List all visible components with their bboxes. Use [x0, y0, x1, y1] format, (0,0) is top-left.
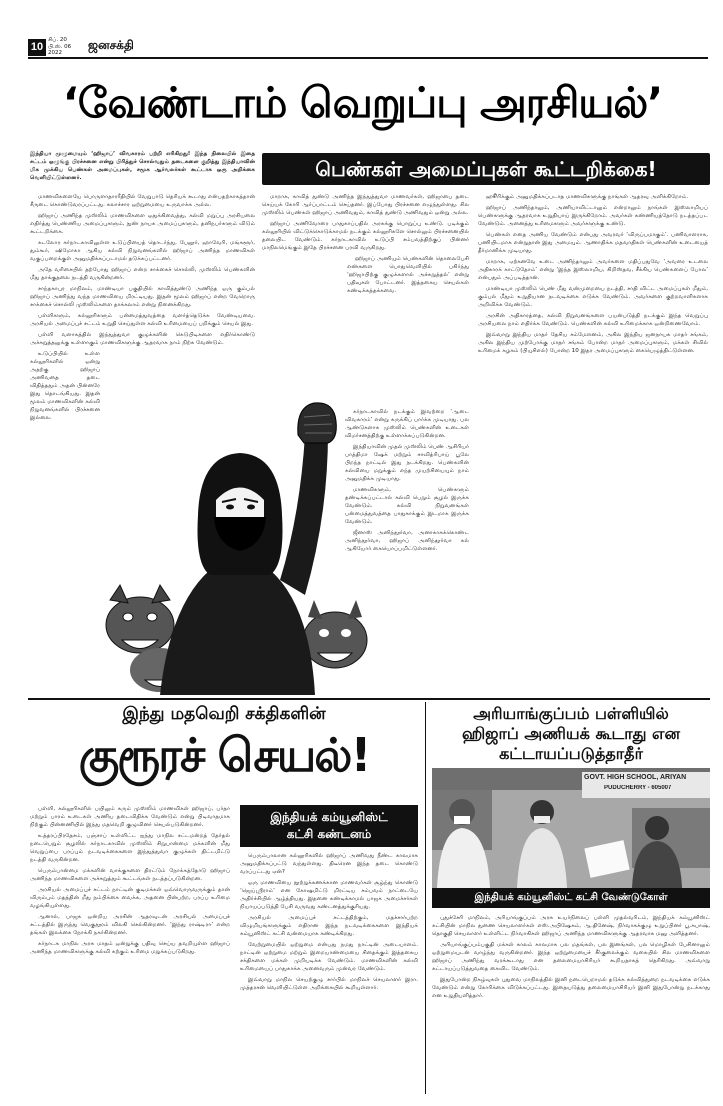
main-col3-para: அரசின் அதிகாரத்தை, கல்வி நிறுவனங்களை பயன்படுத்தி நடக்கும் இந்த வெறுப்பு அரசியலை நாம் எதிர்க்க வேண்டும். பெண்களின் கல்வி உரிமைக்காக ஒன்றிணைவோம்.	[478, 313, 708, 327]
main-col2-para: மாறாக, காவித் துண்டு அணிந்த இந்துத்துவா மாணவர்கள், ஹிஜாபை தடை செய்யக் கோரி ஆர்ப்பாட்டம் செய்தனர். இப்போது பிரச்சனை எழுந்துள்ளது. சில முஸ்லிம் பெண்கள் ஹிஜாப் அணிவதும், காவித் துண்டு அணிவதும் ஒன்று அல்ல.	[262, 194, 469, 216]
issue-date	[48, 37, 88, 57]
protest-illustration	[100, 395, 370, 695]
page-header	[28, 36, 708, 58]
date-line-3: 2022	[48, 50, 62, 56]
bottom-vertical-divider	[425, 702, 426, 1094]
main-col2-para: ஜீனாஸ் அனிந்தூர்வா, அனாகாசுக்கொண்ட அனிந்தூர்வா, ஹிஜாப் அனிந்தூர்வா கல் ஆகியோர் கையொப்பமிட்டுள்ளனர்.	[345, 530, 469, 552]
left-story-column-2	[240, 852, 418, 1095]
photo-sign-text: GOVT. HIGH SCHOOL, ARIYAN	[584, 774, 687, 781]
right-story-para: அரியாங்குப்பம்பகுதி மக்கள் காலம் காலமாக பல மதங்கள், பல இனங்கள், பல மொழிகள் பேசினாலும் ஒற்றுமையுடன் வாழ்ந்து வருகின்றனர். இந்த ஒற்றுமையைச் சீர்குலைக்கும் வகையில் சில மாணவிகளை ஹிஜாப் அணிந்து வரக்கூடாது என தலைமையாசிரியர் கூறியதாகத் தெரிகிறது. அவ்வாறு கட்டாயப்படுத்துவதை கைவிட வேண்டும்.	[432, 942, 710, 972]
main-column-2-lower	[345, 408, 469, 698]
school-photo	[432, 768, 710, 888]
left-col1-para: அரசியல் அமைப்புச் சட்டம் நாட்டின் குடிமக்கள் ஒவ்வொருவருக்கும் தான் விரும்பும் மதத்தின் மீது நம்பிக்கை வைக்க, அதனை பின்பற்ற, பரப்ப உரிமை வழங்கியுள்ளது.	[30, 887, 230, 909]
subheadline-banner: பெண்கள் அமைப்புகள் கூட்டறிக்கை!	[262, 153, 710, 185]
main-col3-para: மாறாக, ஏற்கனவே உடை அணிந்தாலும் அவர்களை மதிப்பதுவே ‘அவரை உடலை அதிகாரக் காட்டுதோம்’ என்று ‘இந்த இஸ்லாமிய, கிறிஸ்தவ, சீக்கிய பெண்களைப் போல’ என்பதும் அப்படித்தான்.	[478, 259, 708, 281]
left-col2-para: அரசியல் அமைப்புச் சட்டத்திற்கும், மதச்சார்பற்ற விழுமியங்களுக்கும் எதிரான இந்த நடவடிக்கைகளை இந்தியக் கம்யூனிஸ்ட் கட்சி வன்மையாக கண்டிக்கிறது.	[240, 915, 418, 937]
paper-name: ஜனசக்தி	[88, 38, 134, 52]
left-col2-para: ஒரு மாணவியை நூற்றுக்கணக்கான மாணவர்கள் சூழ்ந்து கொண்டு ‘ஜெய்ஸ்ரீராம்’ என கோஷமிட்டு மிரட்டிய சம்பவம் நாட்டையே அதிர்ச்சியில் ஆழ்த்தியது. இதனை கண்டிக்காமல் பாஜக அமைச்சர்கள் நியாயப்படுத்தி பேசி வருவது கண்டனத்துக்குரியது.	[240, 880, 418, 910]
date-line-1: சிப். 20	[48, 37, 67, 43]
main-col2-para: ஹிஜாப் அணியும் பெண்களின் தொலைபேசி எண்களை பொதுவெளியில் பகிர்ந்து ‘ஹிஜாபிற்கு குழுக்களால் அச்சுறுத்தல்’ என்று பதிவுகள் போட்டனர். இத்தகைய செயல்கள் கண்டிக்கத்தக்கவை.	[347, 256, 469, 294]
right-story-para: புதுச்சேரி மாநிலம், அரியாங்குப்பம் அரசு உயர்நிலைப் பள்ளி முதல்வரிடம், இந்தியக் கம்யூனிஸ்ட் கட்சியின் மாநில துணை செயலாளர்கள் எஸ்.அபிஷேகம், ஆ.தினேஷ், நிர்வாகக்குழு உறுப்பினர் பூ.சுபாஷ், தொகுதி செயலாளர் உள்ளிட்ட நிர்வாகிகள் ஹிஜாப் அணிந்த மாணவிகளுக்கு ஆதரவாக மனு அளித்தனர்.	[432, 915, 710, 937]
sub-banner-line-2: கட்சி கண்டனம்	[286, 827, 372, 841]
left-col2-para: வேற்றுமையில் ஒற்றுமை என்பது நமது நாட்டின் அடையாளம். நாட்டின் ஒற்றுமை மற்றும் இறையாண்மையை சிதைக்கும் இத்தகைய சக்திகளை மக்கள் முறியடிக்க வேண்டும். மாணவிகளின் கல்வி உரிமையைப் பாதுகாக்க அனைவரும் முன்வர வேண்டும்.	[240, 942, 418, 972]
lead-paragraph: இந்தியா முழுமையும் ‘ஹிஜாப்’ விவகாரம் பற்றி எரிகிறது! இந்த நிலையில் இதை சட்டம் ஒழுங்கு பிரச்சனை என்று பிரித்துச் சொல்வதும் தடைகளை குறித்து இந்தியாவின் மிக முக்கிய பெண்கள் அமைப்புகள், சமூக ஆர்வலர்கள் கூட்டாக ஒரு அறிக்கை வெளியிட்டுள்ளனர்.	[30, 151, 255, 181]
main-col2-para: ஹிஜாப் அணிவோரை பாதுகாப்பதில் அரசுக்கு பொறுப்பு உண்டு. படிக்கும் கல்லூரியில் விட்டுக்கொடுக்காமல் நடக்கும் கல்லூரிகளே சொல்லும் பிரச்சனையில் தலையிட வேண்டும். கர்நாடகாவில் உடுப்பி சம்பவத்திற்குப் பின்னர் மாநிலமெங்கும் இதே பிரச்சனை பரவி வருகிறது.	[262, 221, 469, 251]
left-story-sub-banner	[240, 805, 418, 847]
page-number: 10	[28, 39, 46, 56]
main-col3-para: ஹூரிக்கும் அனுமதிக்கப்படாத மாணவிகளுக்கு நாங்கள் ஆதரவு அளிக்கிறோம்.	[486, 194, 689, 200]
photo-sign-text-2: PUDUCHERRY - 605007	[604, 785, 672, 791]
right-story-sub-banner: இந்தியக் கம்யூனிஸ்ட் கட்சி வேண்டுகோள்	[432, 888, 710, 908]
left-story-column-1	[30, 805, 230, 1095]
main-col1-para: பள்ளிகளும், கல்லூரிகளும் பன்மைத்துவத்தை வளர்த்தெடுக்க வேண்டியவை. அரசியல் அமைப்புச் சட்டம் உறுதி செய்துள்ள கல்வி உரிமையைப் பறிக்கும் செயல் இது.	[30, 313, 255, 327]
main-col2-para: இந்தியாவின் முதல் முஸ்லிம் பெண் ஆசிரியர் பாத்திமா ஷேக் மற்றும் சாவித்ரிபாய் பூலே பிறந்த நாட்டில் இது நடக்கிறது. பெண்களின் கல்வியை மறுக்கும் எந்த முயற்சியையும் நாம் அனுமதிக்க முடியாது.	[345, 444, 469, 482]
left-story-kicker: இந்து மதவெறி சக்திகளின்	[122, 704, 326, 724]
left-col1-para: பள்ளி, கல்லூரிகளில் பயிலும் கரும் முஸ்லிம் மாணவிகள் ஹிஜாப், பர்தா மற்றும் பாரம் உடைகள் அணிய தடைவிதிக்க வேண்டும் என்று பிடிவாதமாக நிற்கும் பின்னணியில் இந்து மதவெறி குழுவினர் செயல்படுகின்றனர்.	[30, 806, 230, 828]
main-col3-para: பெண்கள் எதை அணிய வேண்டும் என்பது அவரவர் ‘விருப்பமாகும்’. பணிவாளராக, பணியிடமாக என்றுதான் இது அமையும். ஆணாதிக்க மதவாதிகள் பெண்களின் உடையைத் தீர்மானிக்க முடியாது.	[478, 232, 708, 254]
left-col1-para: ஆனால், பாஜக ஒன்றிய அரசின் ஆதரவுடன் அரசியல் அமைப்புச் சட்டத்தில் இருந்து வெகுதூரம் விலகி செல்கின்றனர். ‘இந்து ராஷ்டிரா’ என்ற தங்கள் இலக்கை நோக்கி நகர்கின்றனர்.	[30, 914, 230, 936]
main-col3-para: ஹிஜாப் அணிந்தாலும், அணியாவிட்டாலும் என்றாலும் நாங்கள் இஸ்லாமியப் பெண்களுக்கு ஆதரவாக உறுதியாய் இருக்கிறோம். அவர்கள் கண்ணியத்தோடு நடத்தப்பட வேண்டும். அனைத்து உரிமைகளும் அவர்களுக்கு உண்டு.	[478, 205, 708, 227]
left-col1-para: கர்நாடக மாநில அரசு மாதம் ஒன்றுக்கு பதிவு செய்ய தவறியுள்ள ஹிஜாப் அணிந்த மாணவிகளுக்கு கல்வி கற்கும் உரிமை மறுக்கப்படுகிறது.	[30, 941, 230, 955]
right-story-para: இதுபோன்ற நிகழ்வுகள் புதுவை மாநிலத்தில் இனி நடைபெறாமல் தடுக்க கல்வித்துறை நடவடிக்கை எடுக்க வேண்டும் என்று கோரிக்கை விடுக்கப்பட்டது. இதையடுத்து தலைமையாசிரியர் இனி இதுபோன்று நடக்காது என உறுதியளித்தார்.	[432, 977, 710, 999]
right-headline-line-1: அரியாங்குப்பம் பள்ளியில்	[473, 704, 669, 723]
left-col1-para: பெரும்பான்மை மக்களின் வாக்குகளை திரட்டும் நோக்கத்தோடு ஹிஜாப் அணிந்த மாணவிகளை அச்சுறுத்தும் கூட்டங்கள் நடத்தப்படுகின்றன.	[30, 868, 230, 882]
main-col1-para: சாந்தகாபுர மாநிலம், மாண்டியா பகுதியில் காவித்துண்டு அணிந்த ஒரு கும்பல் ஹிஜாப் அணிந்து வந்த மாணவியை மிரட்டியது. இதன் மூலம் ஹிஜாப் என்ற வேறொரு சாக்கைச் சொல்லி முஸ்லிம்களை தாக்கலாம் என்று நினைக்கிறது.	[30, 286, 255, 308]
left-col1-para: உத்தரப்பிரதேசம், பஞ்சாப் உள்ளிட்ட ஐந்து மாநில சட்டமன்றத் தேர்தல் நடைபெறும் சூழலில் கர்நாடகாவில் முஸ்லிம் சிறுபான்மை மக்களின் மீது வெறுப்பை பரப்பும் நடவடிக்கைகளை இந்துத்துவா குழுக்கள் திட்டமிட்டு நடத்தி வருகின்றன.	[30, 833, 230, 863]
main-col2-para: கர்நாடகாவில் நடக்கும் இவற்றை ‘ஆடை விவகாரம்’ என்று சுருக்கிப் பார்க்க முடியாது. பல ஆண்டுகளாக முஸ்லிம் பெண்களின் உடைகள் விமர்சனத்திற்கு உள்ளாக்கப்படுகின்றன.	[345, 409, 469, 439]
main-col2-para: மாணவிகளும், பெண்களும் தண்டிக்கப்பட்டால் கல்வி பெறும் சூழல் இருக்க வேண்டும். கல்வி நிறுவனங்கள் பன்மைத்துவத்தை பாதுகாக்கும் இடமாக இருக்க வேண்டும்.	[345, 487, 469, 525]
hijab-woman	[160, 403, 336, 695]
right-story-body	[432, 914, 710, 1094]
sub-banner-line-1: இந்தியக் கம்யூனிஸ்ட்	[270, 810, 388, 824]
left-col2-para: இவ்வாறு மாநில செயற்குழு சார்பில் மாநிலச் செயலாளர் இரா. முத்தரசன் வெளியிட்டுள்ள அறிக்கையில் கூறியுள்ளார்.	[240, 977, 418, 991]
left-story-headline: குரூரச் செயல்!	[78, 728, 370, 782]
main-col1-para: ஹிஜாப் அணிந்த முஸ்லிம் மாணவிகளை ஒதுக்கிவைத்து, கல்வி மறுப்பு அரசியலை எதிர்த்து பெண்ணிய அமைப்புகளும், நுண் நாயக அமைப்புகளும், தனிநபர்களும் விடும் கூட்டறிக்கை.	[30, 213, 255, 235]
dog-head-left	[106, 585, 174, 653]
main-col1-para: கடலோர கர்நாடகாவிலுள்ள உடுப்பியைத் தொடர்ந்து, பேலூர், ஹாவேரி, மங்களூர், தும்கூர், ஷிமோகா ஆகிய கல்வி நிறுவனங்களில் ஹிஜாப் அணிந்த மாணவிகள் வகுப்பறைக்குள் அனுமதிக்கப்படாமல் தடுக்கப்பட்டனர்.	[30, 240, 255, 262]
main-col1-para: உடுப்பியில் உள்ள கல்லூரிகளில் ஒன்று அதற்கு ஹிஜாப் அணிவதை தடை விதித்ததும் அதன் பின்னரே இது தொடங்கியது. இதன் மூலம் மாணவிகளின் கல்வி நிறுவனங்களில் பிரச்சனை இல்லை.	[30, 351, 100, 421]
main-column-3	[478, 193, 708, 693]
date-line-2: பி.ஸ். 06	[48, 43, 72, 50]
main-headline: ‘வேண்டாம் வெறுப்பு அரசியல்’	[62, 78, 663, 127]
main-column-2	[262, 193, 469, 408]
right-story-headline	[432, 704, 710, 764]
left-col2-para: பெரும்பாலான கல்லூரிகளில் ஹிஜாப் அணிவது நீண்ட காலமாக அனுமதிக்கப்பட்டு வந்துள்ளது. திடீரென இந்த தடை கொண்டு வரப்பட்டது ஏன்?	[240, 853, 418, 875]
header-divider	[28, 57, 708, 59]
main-col1-para: பள்ளி வளாகத்தில் இந்துத்துவா குழுக்களின் கெடுபிடிகளை எதிர்கொண்டு அச்சுறுத்தலுக்கு உள்ளாகும் மாணவிகளுக்கு ஆதரவாக நாம் நிற்க வேண்டும்.	[30, 332, 255, 346]
main-col1-para: மாணவிகளையே பொருளாதாரரீதியில் வேறுபாடு தெரியக் கூடாது என்பதற்காகத்தான் சீருடை கொண்டுவரப்பட்டது. கலாச்சார ஒற்றுமையை உருவாக்க அல்ல.	[30, 194, 255, 208]
main-col3-para: மாண்டியா முஸ்லிம் பெண் மீது வன்முறையை நடத்தி, சாதி விட்ட அமைப்புகள் மீதும், கும்பல் மீதும் உறுதியான நடவடிக்கை எடுக்க வேண்டும். அவர்களை குற்றவாளிகளாக அறிவிக்க வேண்டும்.	[478, 286, 708, 308]
right-headline-line-3: கட்டாயப்படுத்தாதீர்	[499, 744, 643, 763]
main-col1-para: அதே வரிசையில் தற்போது ஹிஜாப் என்ற சாக்கைச் சொல்லி, முஸ்லிம் பெண்களின் மீது தாக்குதலை நடத்தி வருகின்றனர்.	[30, 267, 255, 281]
main-col3-para: இவ்வாறு இந்திய மாதர் தேசிய சம்மேளனம், அகில இந்திய ஜனநாயக மாதர் சங்கம், அகில இந்திய முற்போக்கு மாதர் சங்கம் போன்ற மாதர் அமைப்புகளும், மக்கள் சிவில் உரிமைக் கழகம் (பியுசிஎல்) போன்ற 10 இதர அமைப்புகளும் கையெழுத்திட்டுள்ளன.	[478, 332, 708, 354]
section-divider	[28, 698, 710, 700]
right-headline-line-2: ஹிஜாப் அணியக் கூடாது என	[461, 724, 681, 743]
